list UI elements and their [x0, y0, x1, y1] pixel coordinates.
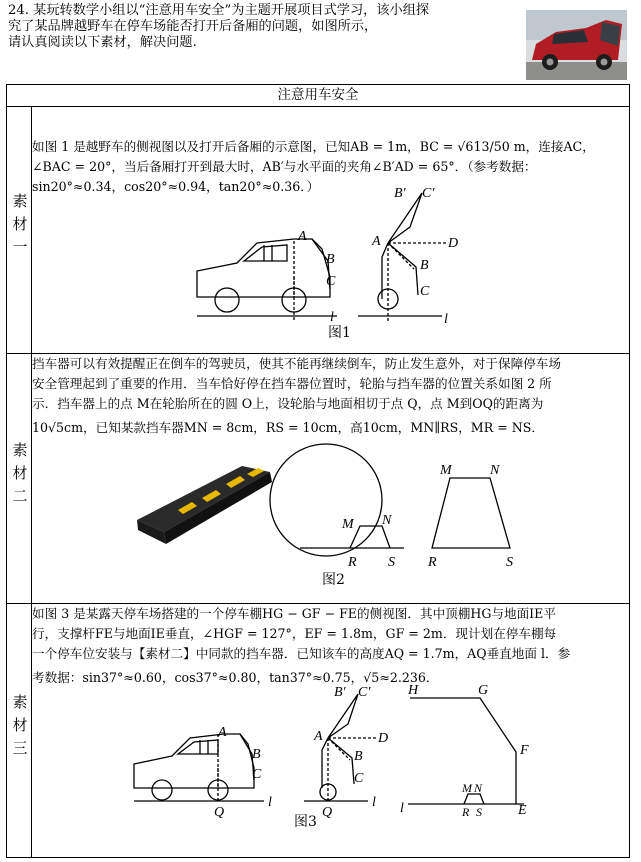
- material-1-line-1: 如图 1 是越野车的侧视图以及打开后备厢的示意图，已知AB = 1m，BC = √613/50 m，连接AC，: [32, 139, 595, 154]
- fig3-label-Q: Q: [214, 805, 225, 820]
- fig3-label-B: B: [252, 747, 261, 762]
- fig2-label-R2: R: [428, 555, 437, 570]
- figure-3: [32, 683, 622, 830]
- fig3-label-N: N: [474, 781, 483, 795]
- fig3-label-G: G: [478, 683, 489, 698]
- fig3-label-A2: A: [314, 729, 323, 744]
- material-2-content: [32, 354, 630, 604]
- intro-line-2: 究了某品牌越野车在停车场能否打开后备厢的问题，如图所示，: [8, 19, 378, 34]
- fig3-label-S: S: [476, 805, 482, 819]
- material-1-line-2: ∠BAC = 20°，当后备厢打开到最大时，AB′与水平面的夹角∠B′AD = 65°．（参考数据：: [32, 159, 537, 174]
- fig1-label-B: B: [326, 252, 335, 267]
- fig2-label-N2: N: [490, 463, 500, 478]
- material-2-label: 素材二: [10, 441, 29, 511]
- fig2-label-N: N: [382, 513, 392, 528]
- fig2-label-S2: S: [506, 555, 513, 570]
- fig3-label-Bprime: B′: [334, 685, 346, 700]
- material-2-line-2: 安全管理起到了重要的作用．当车恰好停在挡车器位置时，轮胎与挡车器的位置关系如图 2 所: [32, 376, 552, 391]
- fig3-label-D: D: [378, 731, 389, 746]
- material-3-content: [32, 604, 630, 858]
- fig3-label-M: M: [462, 781, 472, 795]
- fig1-label-l2: l: [444, 312, 448, 327]
- figure-1-caption: 图1: [328, 325, 351, 341]
- fig1-label-Cprime: C′: [422, 186, 435, 201]
- fig1-label-A2: A: [372, 234, 381, 249]
- fig2-label-S: S: [388, 555, 395, 570]
- fig2-label-R: R: [348, 555, 357, 570]
- fig1-label-Bprime: B′: [394, 186, 406, 201]
- row-label-material-3: [7, 604, 32, 858]
- suv-photo: [526, 10, 627, 80]
- problem-intro: [8, 3, 508, 51]
- material-2-line-1: 挡车器可以有效提醒正在倒车的驾驶员，使其不能再继续倒车，防止发生意外，对于保障停车场: [32, 356, 561, 371]
- intro-line-3: 请认真阅读以下素材，解决问题.: [8, 35, 197, 50]
- table-title: 注意用车安全: [7, 85, 630, 107]
- figure-3-caption: 图3: [294, 814, 317, 830]
- fig3-label-B2: B: [354, 749, 363, 764]
- fig3-label-Q2: Q: [322, 805, 333, 820]
- fig2-label-M2: M: [440, 463, 452, 478]
- fig3-label-l: l: [268, 795, 272, 810]
- fig1-label-C: C: [326, 274, 336, 289]
- car-side-view-1: [197, 239, 337, 322]
- fig1-label-C2: C: [420, 284, 430, 299]
- fig3-label-l2: l: [372, 795, 376, 810]
- tire-stopper-diagram: [270, 444, 404, 556]
- row-label-material-2: [7, 354, 32, 604]
- material-3-line-2: 行，支撑杆FE与地面IE垂直，∠HGF = 127°，EF = 1.8m，GF = 2m．现计划在停车棚每: [32, 626, 557, 641]
- wheel-stopper-photo: [137, 466, 272, 544]
- fig3-label-C2: C: [354, 771, 364, 786]
- fig3-label-F: F: [520, 743, 529, 758]
- trapezoid-diagram: [432, 478, 510, 548]
- figure-2-caption: 图2: [322, 572, 345, 588]
- material-1-label: 素材一: [10, 193, 29, 262]
- material-1-content: [32, 107, 630, 354]
- fig3-label-R: R: [462, 805, 470, 819]
- fig3-label-l3: l: [400, 801, 404, 816]
- material-2-line-3: 示．挡车器上的点 M在轮胎所在的圆 O上，设轮胎与地面相切于点 Q，点 M到OQ的距离为: [32, 396, 544, 411]
- material-3-line-1: 如图 3 是某露天停车场搭建的一个停车棚HG − GF − FE的侧视图．其中顶棚HG与地面IE平: [32, 606, 556, 621]
- figure-2: [32, 438, 622, 588]
- fig1-label-A: A: [298, 229, 307, 244]
- trunk-open-view-3: [304, 694, 378, 802]
- material-table: [6, 84, 630, 858]
- material-1-line-3: sin20°≈0.34，cos20°≈0.94，tan20°≈0.36．）: [32, 179, 320, 194]
- trunk-open-view-1: [358, 193, 447, 322]
- fig1-label-D: D: [448, 236, 459, 251]
- fig3-label-A: A: [218, 725, 227, 740]
- intro-line-1: 24. 某玩转数学小组以“注意用车安全”为主题开展项目式学习，该小组探: [8, 3, 430, 18]
- fig2-label-M: M: [342, 517, 354, 532]
- fig1-label-l: l: [330, 310, 334, 325]
- fig3-label-C: C: [252, 767, 262, 782]
- material-2-line-4: 10√5cm，已知某款挡车器MN = 8cm，RS = 10cm，高10cm，MN∥RS，MR = NS．: [32, 420, 544, 435]
- car-side-view-3: [134, 734, 264, 802]
- fig3-label-Cprime: C′: [358, 685, 371, 700]
- material-3-label: 素材三: [10, 693, 29, 763]
- row-label-material-1: [7, 107, 32, 354]
- fig3-label-H: H: [408, 683, 419, 698]
- material-3-line-3: 一个停车位安装与【素材二】中同款的挡车器．已知该车的高度AQ = 1.7m，AQ垂直地面 l．参: [32, 646, 571, 661]
- material-3-line-4: 考数据：sin37°≈0.60，cos37°≈0.80，tan37°≈0.75，√5≈2.236．: [32, 670, 439, 685]
- fig1-label-B2: B: [420, 258, 429, 273]
- fig3-label-E: E: [518, 803, 527, 818]
